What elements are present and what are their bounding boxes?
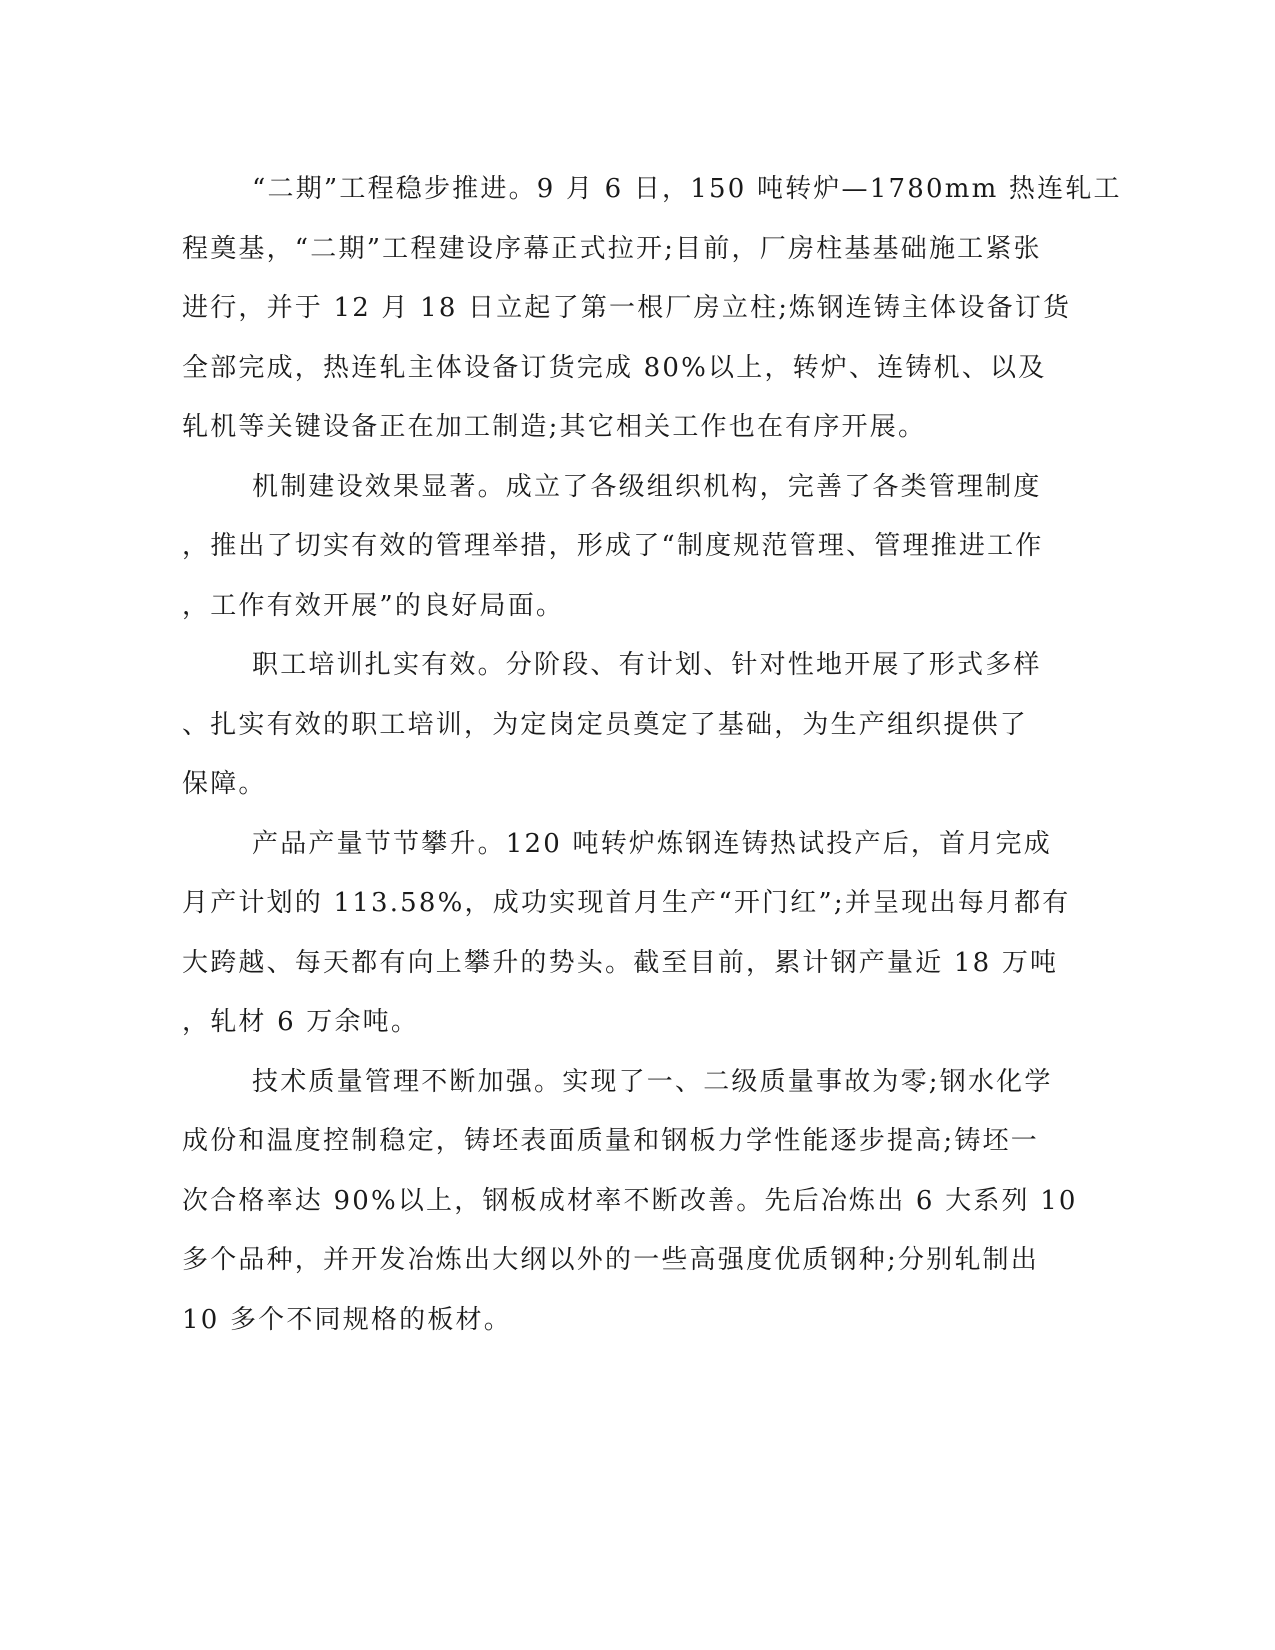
paragraph-line: 进行，并于 12 月 18 日立起了第一根厂房立柱;炼钢连铸主体设备订货 [182, 293, 1072, 323]
paragraph-quality [182, 1053, 1078, 1351]
paragraph-line: 全部完成，热连轧主体设备订货完成 80%以上，转炉、连铸机、以及 [182, 352, 1047, 383]
paragraph-line: 产品产量节节攀升。120 吨转炉炼钢连铸热试投产后，首月完成 [252, 828, 1052, 859]
paragraph-line: 职工培训扎实有效。分阶段、有计划、针对性地开展了形式多样 [252, 650, 1042, 680]
paragraph-line: ，推出了切实有效的管理举措，形成了“制度规范管理、管理推进工作 [182, 531, 1044, 561]
paragraph-training [182, 636, 1042, 815]
paragraph-phase-two [182, 160, 1122, 458]
paragraph-line: 保障。 [182, 769, 267, 799]
document-body [182, 160, 1122, 1350]
paragraph-output [182, 815, 1071, 1053]
paragraph-mechanism [182, 458, 1044, 637]
paragraph-line: ，轧材 6 万余吨。 [182, 1007, 420, 1037]
paragraph-line: 机制建设效果显著。成立了各级组织机构，完善了各类管理制度 [252, 471, 1042, 502]
paragraph-line: 多个品种，并开发冶炼出大纲以外的一些高强度优质钢种;分别轧制出 [182, 1245, 1039, 1275]
paragraph-line: 技术质量管理不断加强。实现了一、二级质量事故为零;钢水化学 [252, 1066, 1053, 1097]
paragraph-line: ，工作有效开展”的良好局面。 [182, 590, 565, 621]
paragraph-line: 大跨越、每天都有向上攀升的势头。截至目前，累计钢产量近 18 万吨 [182, 947, 1059, 978]
paragraph-line: 月产计划的 113.58%，成功实现首月生产“开门红”;并呈现出每月都有 [182, 888, 1071, 918]
paragraph-line: 轧机等关键设备正在加工制造;其它相关工作也在有序开展。 [182, 412, 927, 442]
paragraph-line: 10 多个不同规格的板材。 [182, 1304, 512, 1335]
paragraph-line: 程奠基，“二期”工程建设序幕正式拉开;目前，厂房柱基基础施工紧张 [182, 233, 1042, 264]
paragraph-line: “二期”工程稳步推进。9 月 6 日，150 吨转炉—1780mm 热连轧工 [252, 174, 1122, 204]
paragraph-line: 成份和温度控制稳定，铸坯表面质量和钢板力学性能逐步提高;铸坯一 [182, 1126, 1039, 1156]
paragraph-line: 次合格率达 90%以上，钢板成材率不断改善。先后冶炼出 6 大系列 10 [182, 1185, 1078, 1216]
paragraph-line: 、扎实有效的职工培训，为定岗定员奠定了基础，为生产组织提供了 [182, 709, 1029, 740]
